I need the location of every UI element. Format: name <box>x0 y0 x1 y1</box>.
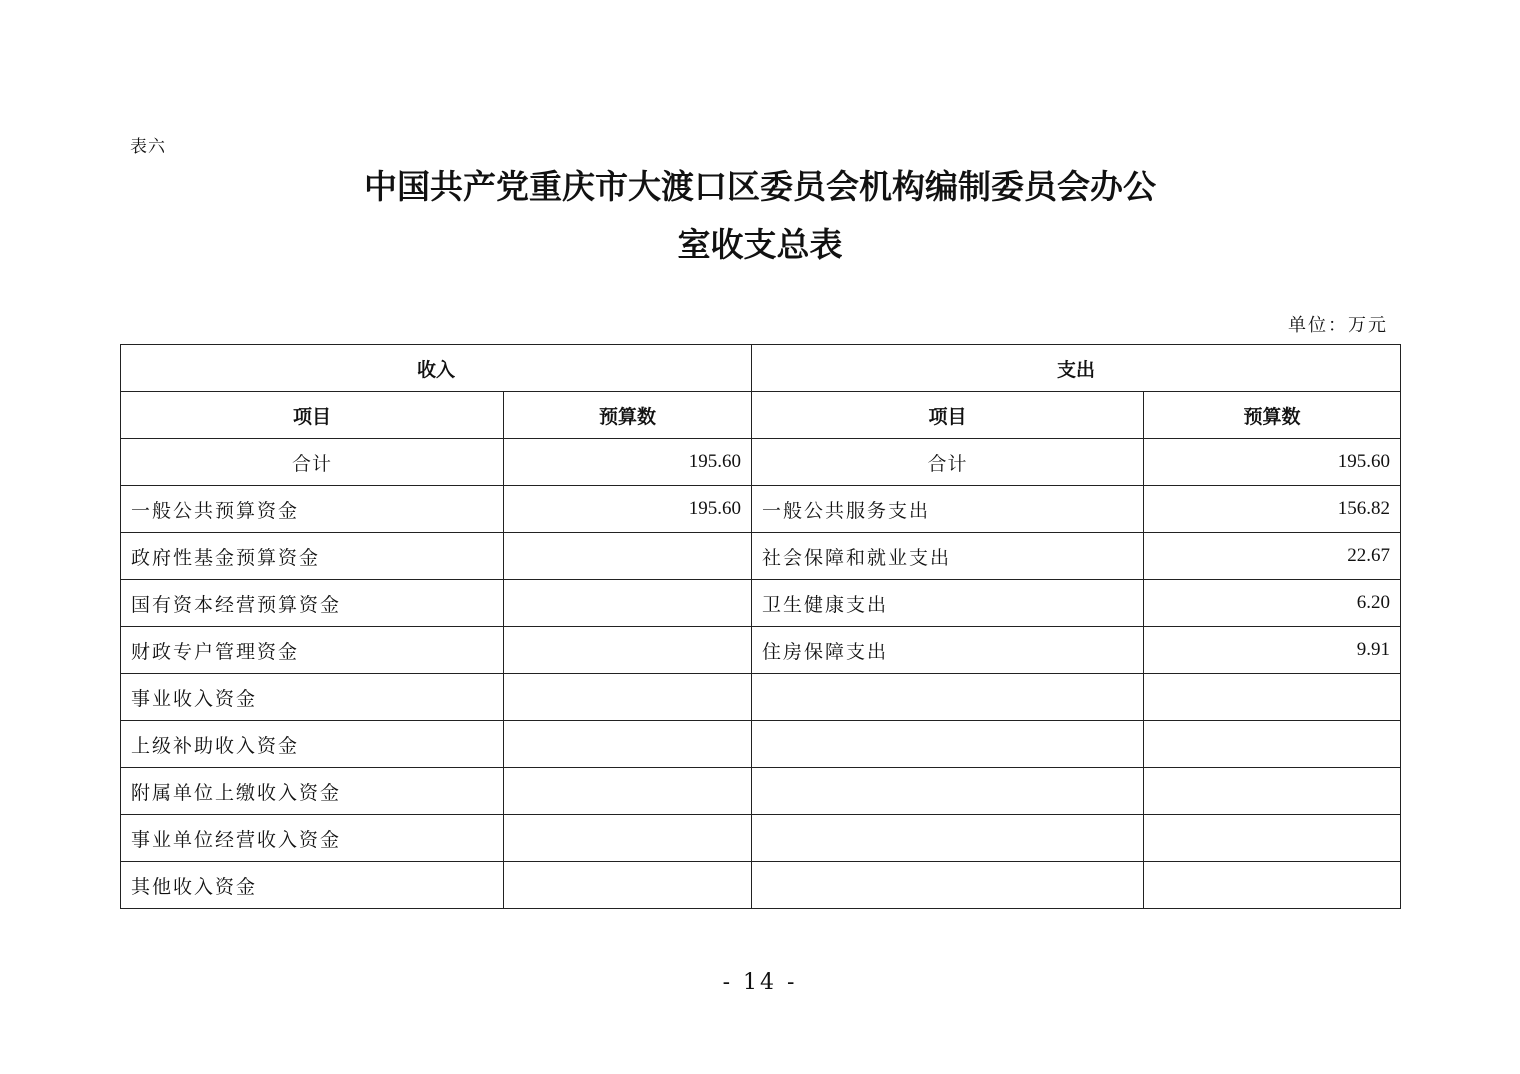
income-item-column-header: 项目 <box>121 392 504 439</box>
income-item-cell: 事业收入资金 <box>121 674 504 721</box>
expense-item-cell: 合计 <box>752 439 1144 486</box>
expense-item-column-header: 项目 <box>752 392 1144 439</box>
table-row-total <box>121 439 1401 486</box>
income-amount-column-header: 预算数 <box>504 392 752 439</box>
expense-item-cell: 一般公共服务支出 <box>752 486 1144 533</box>
income-amount-cell <box>504 580 752 627</box>
expense-item-cell <box>752 768 1144 815</box>
unit-label: 单位：万元 <box>1288 315 1388 336</box>
income-item-cell: 事业单位经营收入资金 <box>121 815 504 862</box>
income-item-cell: 政府性基金预算资金 <box>121 533 504 580</box>
expense-amount-cell: 156.82 <box>1144 486 1401 533</box>
table-label: 表六 <box>130 137 166 157</box>
income-amount-cell <box>504 768 752 815</box>
income-item-cell: 其他收入资金 <box>121 862 504 909</box>
income-item-cell: 一般公共预算资金 <box>121 486 504 533</box>
table-row <box>121 815 1401 862</box>
income-item-cell: 国有资本经营预算资金 <box>121 580 504 627</box>
column-header-row <box>121 392 1401 439</box>
document-title-line-2: 室收支总表 <box>677 225 843 264</box>
income-item-cell: 附属单位上缴收入资金 <box>121 768 504 815</box>
expense-amount-cell: 195.60 <box>1144 439 1401 486</box>
expense-amount-cell <box>1144 815 1401 862</box>
income-amount-cell <box>504 627 752 674</box>
table-row <box>121 862 1401 909</box>
income-amount-cell <box>504 862 752 909</box>
section-header-row <box>121 345 1401 392</box>
expense-item-cell: 卫生健康支出 <box>752 580 1144 627</box>
table-row <box>121 533 1401 580</box>
income-section-header: 收入 <box>121 345 752 392</box>
table-row <box>121 674 1401 721</box>
expense-item-cell <box>752 721 1144 768</box>
income-item-cell: 财政专户管理资金 <box>121 627 504 674</box>
expense-item-cell: 住房保障支出 <box>752 627 1144 674</box>
expense-item-cell <box>752 862 1144 909</box>
expense-amount-column-header: 预算数 <box>1144 392 1401 439</box>
table-row <box>121 721 1401 768</box>
page-number: - 14 - <box>722 970 798 995</box>
income-amount-cell <box>504 533 752 580</box>
expense-item-cell <box>752 815 1144 862</box>
income-amount-cell <box>504 721 752 768</box>
income-amount-cell <box>504 674 752 721</box>
expense-item-cell: 社会保障和就业支出 <box>752 533 1144 580</box>
expense-section-header: 支出 <box>752 345 1401 392</box>
expense-amount-cell <box>1144 768 1401 815</box>
table-row <box>121 627 1401 674</box>
income-item-cell: 合计 <box>121 439 504 486</box>
expense-amount-cell: 6.20 <box>1144 580 1401 627</box>
document-title-line-1: 中国共产党重庆市大渡口区委员会机构编制委员会办公 <box>364 167 1156 206</box>
income-amount-cell: 195.60 <box>504 439 752 486</box>
table-row <box>121 486 1401 533</box>
income-amount-cell: 195.60 <box>504 486 752 533</box>
expense-item-cell <box>752 674 1144 721</box>
budget-table <box>120 344 1401 909</box>
expense-amount-cell: 22.67 <box>1144 533 1401 580</box>
expense-amount-cell <box>1144 721 1401 768</box>
expense-amount-cell: 9.91 <box>1144 627 1401 674</box>
income-item-cell: 上级补助收入资金 <box>121 721 504 768</box>
expense-amount-cell <box>1144 674 1401 721</box>
expense-amount-cell <box>1144 862 1401 909</box>
table-row <box>121 580 1401 627</box>
table-row <box>121 768 1401 815</box>
income-amount-cell <box>504 815 752 862</box>
